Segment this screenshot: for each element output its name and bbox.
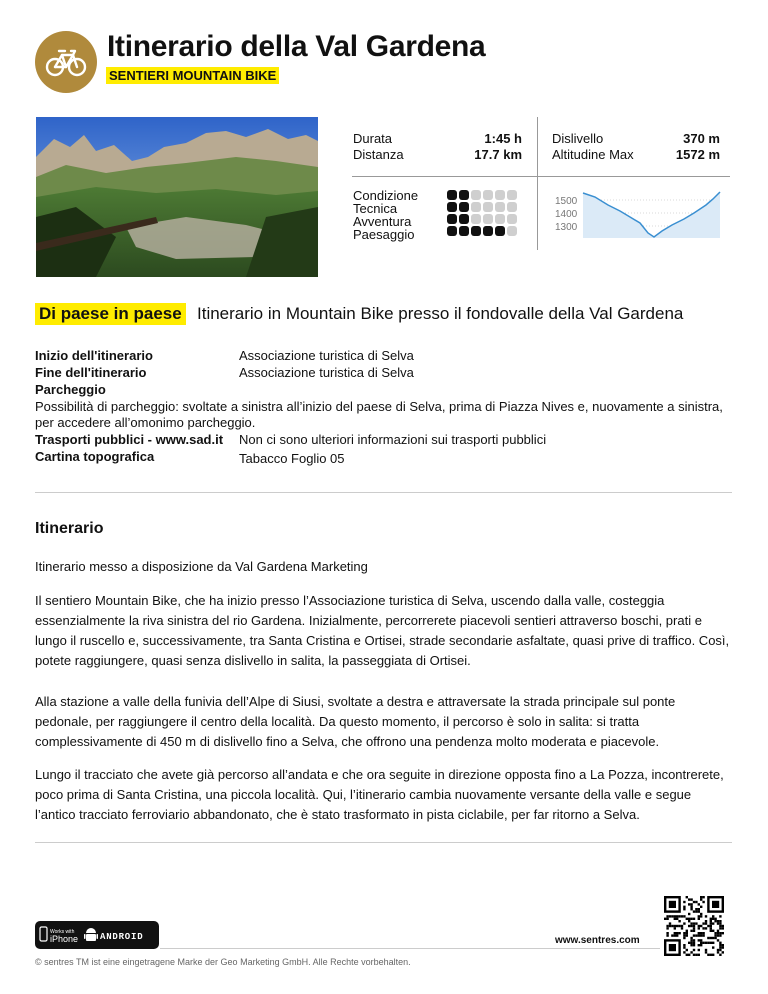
bicycle-logo — [35, 31, 97, 93]
profile-tick-1400: 1400 — [555, 209, 578, 220]
rating-label-landscape: Paesaggio — [353, 227, 415, 242]
rating-dot-filled — [459, 226, 469, 236]
phone-icon — [40, 927, 47, 941]
rating-dot-filled — [447, 226, 457, 236]
rating-dot-empty — [483, 202, 493, 212]
elevation-value: 370 m — [683, 131, 720, 146]
bicycle-icon — [35, 31, 97, 93]
rating-dot-filled — [459, 202, 469, 212]
rating-row — [447, 226, 517, 236]
itinerary-credit: Itinerario messo a disposizione da Val Gardena Marketing — [35, 559, 368, 574]
rating-row — [447, 202, 517, 212]
badge-android: ANDROID — [100, 932, 144, 942]
parking-text-line-1: Possibilità di parcheggio: svoltate a sinistra all’inizio del paese di Selva, prima di Piazza Nives e, nuovamente a sinistra, — [35, 399, 723, 414]
rating-dot-empty — [507, 190, 517, 200]
platform-badge[interactable] — [35, 921, 159, 949]
elevation-label: Dislivello — [552, 131, 604, 146]
rating-dot-empty — [507, 214, 517, 224]
start-value: Associazione turistica di Selva — [239, 348, 414, 363]
footer-line — [160, 948, 660, 949]
rating-dot-filled — [459, 190, 469, 200]
rating-dot-empty — [471, 202, 481, 212]
rating-row — [447, 190, 517, 200]
rating-dot-empty — [495, 214, 505, 224]
rating-dot-filled — [447, 214, 457, 224]
section-title: Itinerario in Mountain Bike presso il fondovalle della Val Gardena — [197, 304, 684, 323]
rating-dot-empty — [483, 190, 493, 200]
section-tag: Di paese in paese — [35, 303, 186, 325]
rating-label-condition: Condizione — [353, 188, 419, 203]
rating-dot-empty — [471, 190, 481, 200]
parking-text-line-2: per accedere all’omonimo parcheggio. — [35, 415, 256, 430]
map-value: Tabacco Foglio 05 — [239, 451, 345, 466]
badge-iphone: iPhone — [50, 934, 79, 944]
rating-dot-empty — [483, 214, 493, 224]
profile-area — [583, 192, 720, 238]
transport-label: Trasporti pubblici - www.sad.it — [35, 432, 224, 447]
rating-dot-filled — [447, 202, 457, 212]
altitude-value: 1572 m — [675, 147, 720, 162]
footer-copyright: © sentres TM ist eine eingetragene Marke der Geo Marketing GmbH. Alle Rechte vorbehalten. — [35, 957, 411, 967]
rating-dot-filled — [471, 226, 481, 236]
stats-divider-horizontal — [352, 176, 730, 177]
end-value: Associazione turistica di Selva — [239, 365, 414, 380]
rating-label-adventure: Avventura — [353, 214, 412, 229]
qr-code[interactable] — [664, 896, 724, 956]
transport-value: Non ci sono ulteriori informazioni sui trasporti pubblici — [239, 432, 547, 447]
distance-label: Distanza — [353, 147, 404, 162]
itinerary-paragraph-1: Il sentiero Mountain Bike, che ha inizio presso l’Associazione turistica di Selva, uscendo dalla valle, costeggia essenzialmente la riva sinistra del rio Gardena. Inizialmente, percorrerete piacevoli sentieri attraverso boschi, prati e lungo il ruscello e, successivamente, tra Santa Cristina e Ortisei, strade secondarie asfaltate, quasi prive di traffico. Così, potete raggiungere, quasi senza dislivello in salita, la passeggiata di Ortisei. — [35, 593, 730, 668]
rating-dot-empty — [495, 202, 505, 212]
footer-url[interactable]: www.sentres.com — [555, 935, 640, 946]
altitude-label: Altitudine Max — [552, 147, 634, 162]
landscape-photo — [36, 117, 318, 277]
distance-value: 17.7 km — [474, 147, 522, 162]
start-label: Inizio dell'itinerario — [35, 348, 153, 363]
android-icon — [84, 928, 98, 941]
stats-divider-vertical — [537, 117, 538, 250]
rating-dot-empty — [507, 226, 517, 236]
page-title: Itinerario della Val Gardena — [107, 30, 486, 63]
divider — [35, 842, 732, 843]
rating-dots — [447, 190, 517, 238]
rating-dot-empty — [471, 214, 481, 224]
rating-dot-filled — [459, 214, 469, 224]
rating-dot-filled — [495, 226, 505, 236]
rating-dot-empty — [507, 202, 517, 212]
rating-row — [447, 214, 517, 224]
itinerary-heading: Itinerario — [35, 520, 104, 537]
elevation-profile — [550, 185, 725, 250]
map-label: Cartina topografica — [35, 449, 155, 464]
rating-dot-filled — [447, 190, 457, 200]
parking-label: Parcheggio — [35, 382, 106, 397]
divider — [35, 492, 732, 493]
rating-label-technique: Tecnica — [353, 201, 398, 216]
rating-dot-filled — [483, 226, 493, 236]
profile-tick-1500: 1500 — [555, 196, 578, 207]
itinerary-paragraph-3: Lungo il tracciato che avete già percorso all’andata e che ora seguite in direzione opposta fino a La Pozza, incontrerete, poco prima di Santa Cristina, una piccola località. Qui, l’itinerario cambia nuovamente versante della valle e segue l’antico tracciato ferroviario abbandonato, che è stato trasformato in pista ciclabile, per far ritorno a Selva. — [35, 767, 724, 822]
badge-works-with: Works with — [50, 929, 75, 935]
rating-dot-empty — [495, 190, 505, 200]
end-label: Fine dell'itinerario — [35, 365, 147, 380]
duration-label: Durata — [353, 131, 393, 146]
duration-value: 1:45 h — [484, 131, 522, 146]
qr-code-icon — [664, 896, 724, 956]
category-badge: SENTIERI MOUNTAIN BIKE — [106, 67, 279, 84]
itinerary-paragraph-2: Alla stazione a valle della funivia dell’Alpe di Siusi, svoltate a destra e attraversate la strada principale sul ponte pedonale, per raggiungere il centro della località. Da questo momento, il percorso è solo in salita: si tratta complessivamente di 450 m di dislivello fino a Selva, che offrono una pendenza molto moderata e piacevole. — [35, 694, 676, 749]
profile-tick-1300: 1300 — [555, 222, 578, 233]
